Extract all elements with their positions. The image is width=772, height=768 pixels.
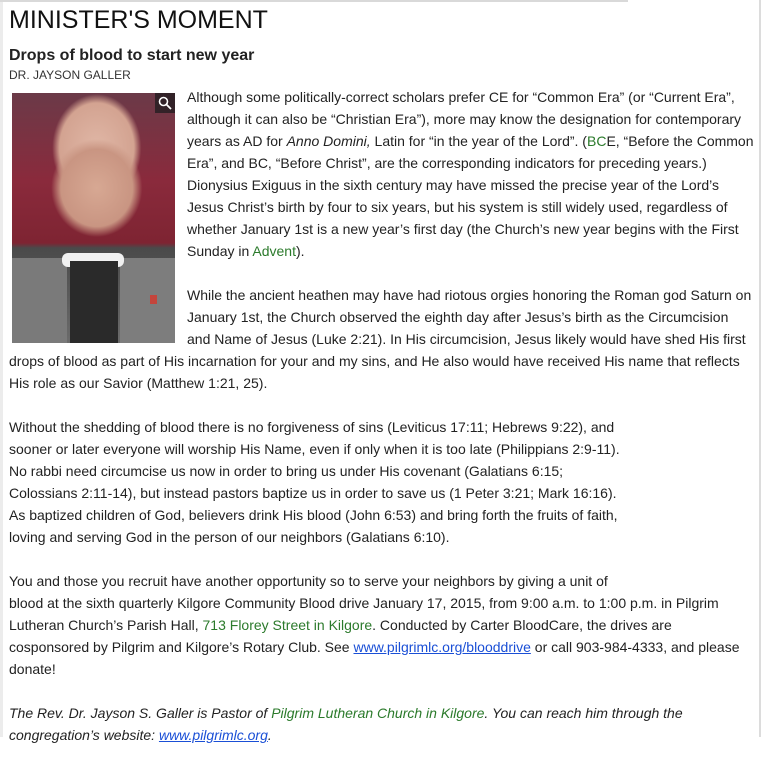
page-left-edge [0, 0, 3, 737]
author-photo[interactable] [12, 93, 175, 343]
headline: Drops of blood to start new year [9, 47, 255, 64]
link-blooddrive[interactable]: www.pilgrimlc.org/blooddrive [353, 639, 531, 655]
text: blood at the sixth quarterly Kilgore Community Blood drive January 17, 2015, from 9:00 a.m. to 1:00 p.m. in Pilgrim Lutheran Church’s Parish Hall, [9, 595, 719, 633]
text: E, “Before the Common Era”, and BC, “Before Christ”, are the corresponding indicators for preceding years.) Dionysius Exiguus in the sixth century may have missed the precise year of the Lord’s Jesus Christ’s birth by four to six years, but his system is still widely used, regardless of whether January 1st is a new year’s first day (the Church’s new year begins with the First Sunday in [187, 133, 754, 259]
line: As baptized children of God, believers drink His blood (John 6:53) and bring forth the fruits of faith, [9, 507, 618, 523]
text: ). [295, 243, 305, 259]
line: Without the shedding of blood there is no forgiveness of sins (Leviticus 17:11; Hebrews 9:22), and [9, 419, 615, 435]
byline: DR. JAYSON GALLER [9, 68, 131, 82]
magnifier-icon[interactable] [155, 93, 175, 113]
text: The Rev. Dr. Jayson S. Galler is Pastor of [9, 705, 272, 721]
text: Latin for “in the year of the Lord”. ( [370, 133, 587, 149]
line: You and those you recruit have another opportunity so to serve your neighbors by giving a unit of [9, 573, 608, 589]
text: . [267, 727, 272, 743]
link-church[interactable]: Pilgrim Lutheran Church in Kilgore [271, 705, 485, 721]
right-divider [759, 0, 761, 737]
emphasis-text: Anno Domini, [286, 133, 371, 149]
paragraph-4 [9, 570, 755, 680]
text: . Conducted by Carter BloodCare, the drives are cosponsored by Pilgrim and Kilgore’s Rotary Club. See [9, 617, 672, 655]
line: loving and serving God in the person of our neighbors (Galatians 6:10). [9, 529, 450, 545]
paragraph-3 [9, 416, 755, 548]
photo-jacket-right [120, 258, 175, 343]
text: Although some politically-correct scholars prefer CE for “Common Era” (or “Current Era”, although it can also be “Christian Era”), more may know the designation for contemporary years as AD for [187, 89, 742, 149]
link-website[interactable]: www.pilgrimlc.org [158, 727, 268, 743]
link-advent[interactable]: Advent [252, 243, 296, 259]
link-bce[interactable]: BC [586, 133, 607, 149]
photo-jacket-left [12, 258, 67, 343]
section-title: MINISTER'S MOMENT [9, 6, 268, 34]
line: Colossians 2:11-14), but instead pastors baptize us in order to save us (1 Peter 3:21; Mark 16:16). [9, 485, 617, 501]
line: sooner or later everyone will worship His Name, even if only when it is too late (Philippians 2:9-11). [9, 441, 620, 457]
photo-lapel-pin [150, 295, 157, 304]
link-address[interactable]: 713 Florey Street in Kilgore [202, 617, 373, 633]
paragraph-2: While the ancient heathen may have had riotous orgies honoring the Roman god Saturn on January 1st, the Church observed the eighth day after Jesus’s birth as the Circumcision and Name of Jesus (Luke 2:21). In His circumcision, Jesus likely would have shed His first drops of blood as part of His incarnation for your and my sins, and He also would have received His name that reflects His role as our Savior (Matthew 1:21, 25). [9, 287, 752, 391]
author-note [9, 702, 755, 746]
text: or call 903-984-4333, and please donate! [9, 639, 740, 677]
article-body [9, 86, 755, 768]
text: . You can reach him through the congregation’s website: [9, 705, 683, 743]
top-divider [0, 0, 628, 2]
line: No rabbi need circumcise us now in order to bring us under His covenant (Galatians 6:15; [9, 463, 564, 479]
photo-shirt [70, 261, 118, 343]
